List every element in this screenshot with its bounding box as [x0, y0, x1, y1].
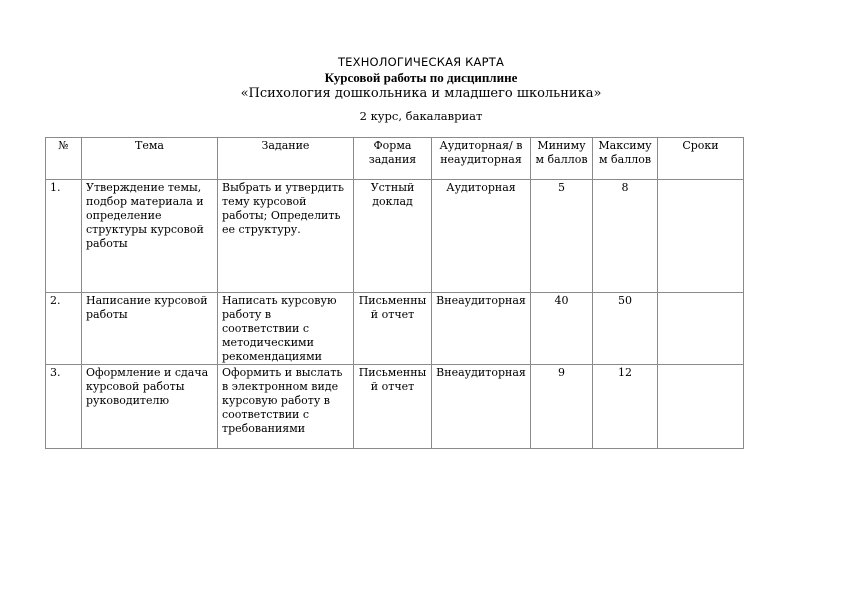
header-max: Максимум баллов — [593, 138, 658, 180]
tech-card-table — [45, 137, 744, 449]
row-max: 50 — [593, 293, 658, 365]
table-row — [46, 365, 744, 449]
row-min: 5 — [531, 180, 593, 293]
row-deadline — [658, 365, 744, 449]
row-type: Внеаудиторная — [432, 293, 531, 365]
header-task: Задание — [218, 138, 354, 180]
row-form: Устный доклад — [354, 180, 432, 293]
row-min: 9 — [531, 365, 593, 449]
discipline-name: «Психология дошкольника и младшего школьника» — [240, 86, 602, 101]
row-task: Выбрать и утвердить тему курсовой работы; Определить ее структуру. — [218, 180, 354, 293]
document-subtitle: Курсовой работы по дисциплине — [324, 70, 518, 85]
row-type: Аудиторная — [432, 180, 531, 293]
header-deadline: Сроки — [658, 138, 744, 180]
row-task: Оформить и выслать в электронном виде курсовую работу в соответствии с требованиями — [218, 365, 354, 449]
row-topic: Утверждение темы, подбор материала и определение структуры курсовой работы — [82, 180, 218, 293]
header-min: Минимум баллов — [531, 138, 593, 180]
row-topic: Оформление и сдача курсовой работы руководителю — [82, 365, 218, 449]
row-form: Письменный отчет — [354, 365, 432, 449]
row-form: Письменный отчет — [354, 293, 432, 365]
table-header-row — [46, 138, 744, 180]
row-deadline — [658, 293, 744, 365]
row-num: 1. — [46, 180, 82, 293]
row-num: 3. — [46, 365, 82, 449]
row-topic: Написание курсовой работы — [82, 293, 218, 365]
course-info: 2 курс, бакалавриат — [359, 109, 483, 123]
table-row — [46, 180, 744, 293]
document-title: ТЕХНОЛОГИЧЕСКАЯ КАРТА — [337, 55, 505, 69]
header-type: Аудиторная/ внеаудиторная — [432, 138, 531, 180]
row-task: Написать курсовую работу в соответствии с методическими рекомендациями — [218, 293, 354, 365]
row-deadline — [658, 180, 744, 293]
header-topic: Тема — [82, 138, 218, 180]
row-max: 8 — [593, 180, 658, 293]
row-max: 12 — [593, 365, 658, 449]
header-num: № — [46, 138, 82, 180]
row-num: 2. — [46, 293, 82, 365]
row-type: Внеаудиторная — [432, 365, 531, 449]
table-row — [46, 293, 744, 365]
row-min: 40 — [531, 293, 593, 365]
header-form: Форма задания — [354, 138, 432, 180]
